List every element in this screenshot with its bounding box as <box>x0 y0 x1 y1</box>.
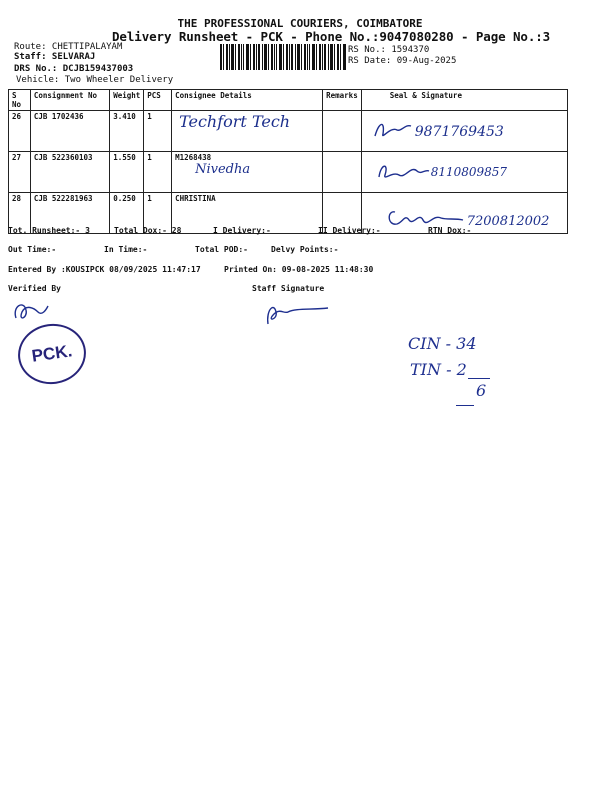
underline-mark <box>456 405 474 406</box>
consignee-print: CHRISTINA <box>175 194 216 203</box>
consignee-print: M1268438 <box>175 153 212 162</box>
col-pcs: PCS <box>144 90 172 111</box>
col-remarks: Remarks <box>323 90 362 111</box>
tin-note: TIN - 2 <box>410 360 467 379</box>
table-row <box>9 111 568 152</box>
consignee-handwriting: Techfort Tech <box>179 112 291 131</box>
cell-weight: 0.250 <box>110 193 144 234</box>
cell-consignment: CJB 522281963 <box>30 193 109 234</box>
verified-by-label: Verified By <box>8 284 61 293</box>
drs-number: DRS No.: DCJB159437003 <box>14 64 134 74</box>
cell-pcs: 1 <box>144 152 172 193</box>
rtn-dox: RTN Dox:- <box>428 226 472 235</box>
cell-seal <box>361 152 567 193</box>
total-pod: Total POD:- <box>195 245 248 254</box>
i-delivery: I Delivery:- <box>213 226 271 235</box>
vehicle-label: Vehicle: Two Wheeler Delivery <box>16 75 174 85</box>
seal-handwriting: 7200812002 <box>466 214 550 229</box>
cell-seal <box>361 111 567 152</box>
route-label: Route: CHETTIPALAYAM <box>14 42 123 52</box>
cell-sno: 28 <box>9 193 31 234</box>
staff-label: Staff: SELVARAJ <box>14 52 96 62</box>
col-sno: S No <box>9 90 31 111</box>
total-dox: Total Dox:- 28 <box>114 226 182 235</box>
pck-stamp: PCK. <box>14 320 90 389</box>
entered-by: Entered By :KOUSIPCK 08/09/2025 11:47:17 <box>8 265 201 274</box>
runsheet-table <box>8 89 568 234</box>
out-time: Out Time:- <box>8 245 57 254</box>
delvy-points: Delvy Points:- <box>271 245 339 254</box>
cell-pcs: 1 <box>144 111 172 152</box>
rs-date: RS Date: 09-Aug-2025 <box>348 56 457 66</box>
runsheet-subtitle: Delivery Runsheet - PCK - Phone No.:9047080280 - Page No.:3 <box>112 29 551 44</box>
cell-weight: 3.410 <box>110 111 144 152</box>
verifier-signature <box>10 296 50 326</box>
table-header-row <box>9 90 568 111</box>
cell-pcs: 1 <box>144 193 172 234</box>
cell-consignment: CJB 1702436 <box>30 111 109 152</box>
rs-number: RS No.: 1594370 <box>348 45 430 55</box>
col-consignee: Consignee Details <box>172 90 323 111</box>
table-row <box>9 152 568 193</box>
col-consignment: Consignment No <box>30 90 109 111</box>
table-row <box>9 193 568 234</box>
cell-sno: 27 <box>9 152 31 193</box>
cell-sno: 26 <box>9 111 31 152</box>
cell-weight: 1.550 <box>110 152 144 193</box>
printed-on: Printed On: 09-08-2025 11:48:30 <box>224 265 374 274</box>
ii-delivery: II Delivery:- <box>318 226 381 235</box>
cell-remarks <box>323 111 362 152</box>
signature-mark <box>375 159 431 185</box>
seal-handwriting: 8110809857 <box>430 165 508 179</box>
barcode-image <box>220 44 346 70</box>
cell-consignee <box>172 111 323 152</box>
in-time: In Time:- <box>104 245 148 254</box>
col-seal: Seal & Signature <box>361 90 567 111</box>
cell-consignment: CJB 522360103 <box>30 152 109 193</box>
sum-line <box>468 378 490 379</box>
signature-mark <box>371 116 415 142</box>
staff-signature-label: Staff Signature <box>252 284 325 293</box>
consignee-handwriting: Nivedha <box>195 162 251 177</box>
col-weight: Weight <box>110 90 144 111</box>
seal-handwriting: 9871769453 <box>414 124 504 140</box>
cell-consignee <box>172 152 323 193</box>
total-note: 6 <box>476 381 487 400</box>
cell-remarks <box>323 152 362 193</box>
tot-runsheet: Tot. Runsheet:- 3 <box>8 226 90 235</box>
cin-note: CIN - 34 <box>408 334 477 353</box>
staff-signature <box>262 300 332 330</box>
company-title: THE PROFESSIONAL COURIERS, COIMBATORE <box>177 17 423 30</box>
